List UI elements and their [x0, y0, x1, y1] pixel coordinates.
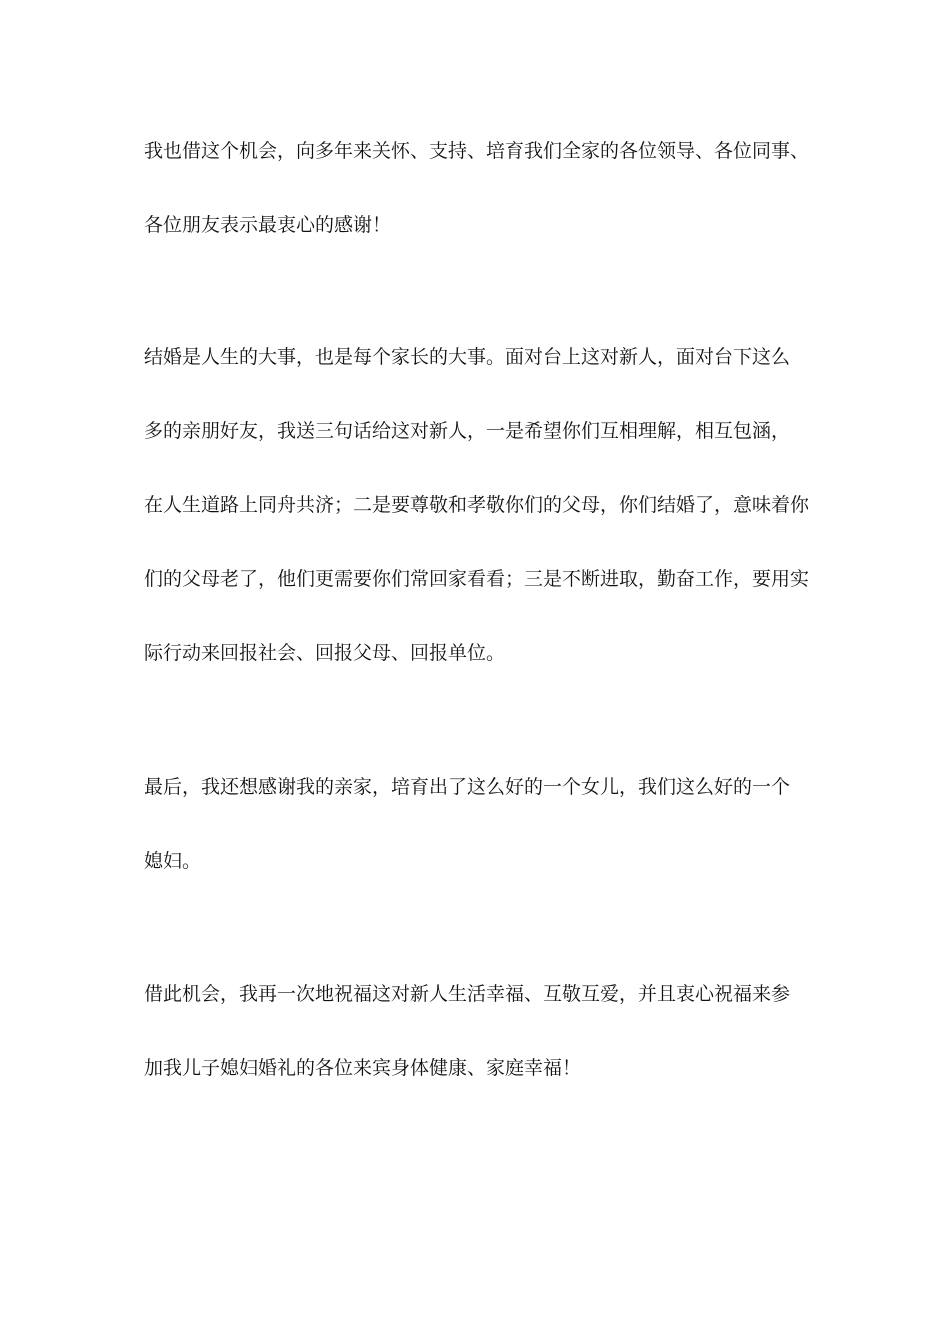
paragraph-line: 各位朋友表示最衷心的感谢！ [144, 214, 392, 236]
paragraph-blessing [144, 957, 814, 1105]
paragraph [144, 750, 814, 898]
paragraph-line: 最后，我还想感谢我的亲家，培育出了这么好的一个女儿，我们这么好的一个 [144, 776, 791, 798]
paragraph [144, 114, 814, 262]
paragraph [144, 957, 814, 1105]
paragraph-line: 媳妇。 [144, 850, 202, 872]
paragraph-thanks [144, 114, 814, 262]
paragraph-marriage [144, 320, 814, 690]
paragraph-line: 借此机会，我再一次地祝福这对新人生活幸福、互敬互爱，并且衷心祝福来参 [144, 983, 791, 1005]
paragraph-line: 们的父母老了，他们更需要你们常回家看看；三是不断进取，勤奋工作，要用实 [144, 568, 810, 590]
paragraph-line: 际行动来回报社会、回报父母、回报单位。 [144, 642, 506, 664]
paragraph-line: 加我儿子媳妇婚礼的各位来宾身体健康、家庭幸福！ [144, 1057, 582, 1079]
paragraph-in-laws [144, 750, 814, 898]
paragraph-line: 多的亲朋好友，我送三句话给这对新人，一是希望你们互相理解，相互包涵， [144, 420, 791, 442]
paragraph-line: 我也借这个机会，向多年来关怀、支持、培育我们全家的各位领导、各位同事、 [144, 140, 810, 162]
paragraph-line: 在人生道路上同舟共济；二是要尊敬和孝敬你们的父母，你们结婚了，意味着你 [144, 494, 810, 516]
paragraph-line: 结婚是人生的大事，也是每个家长的大事。面对台上这对新人，面对台下这么 [144, 346, 791, 368]
paragraph [144, 320, 814, 690]
